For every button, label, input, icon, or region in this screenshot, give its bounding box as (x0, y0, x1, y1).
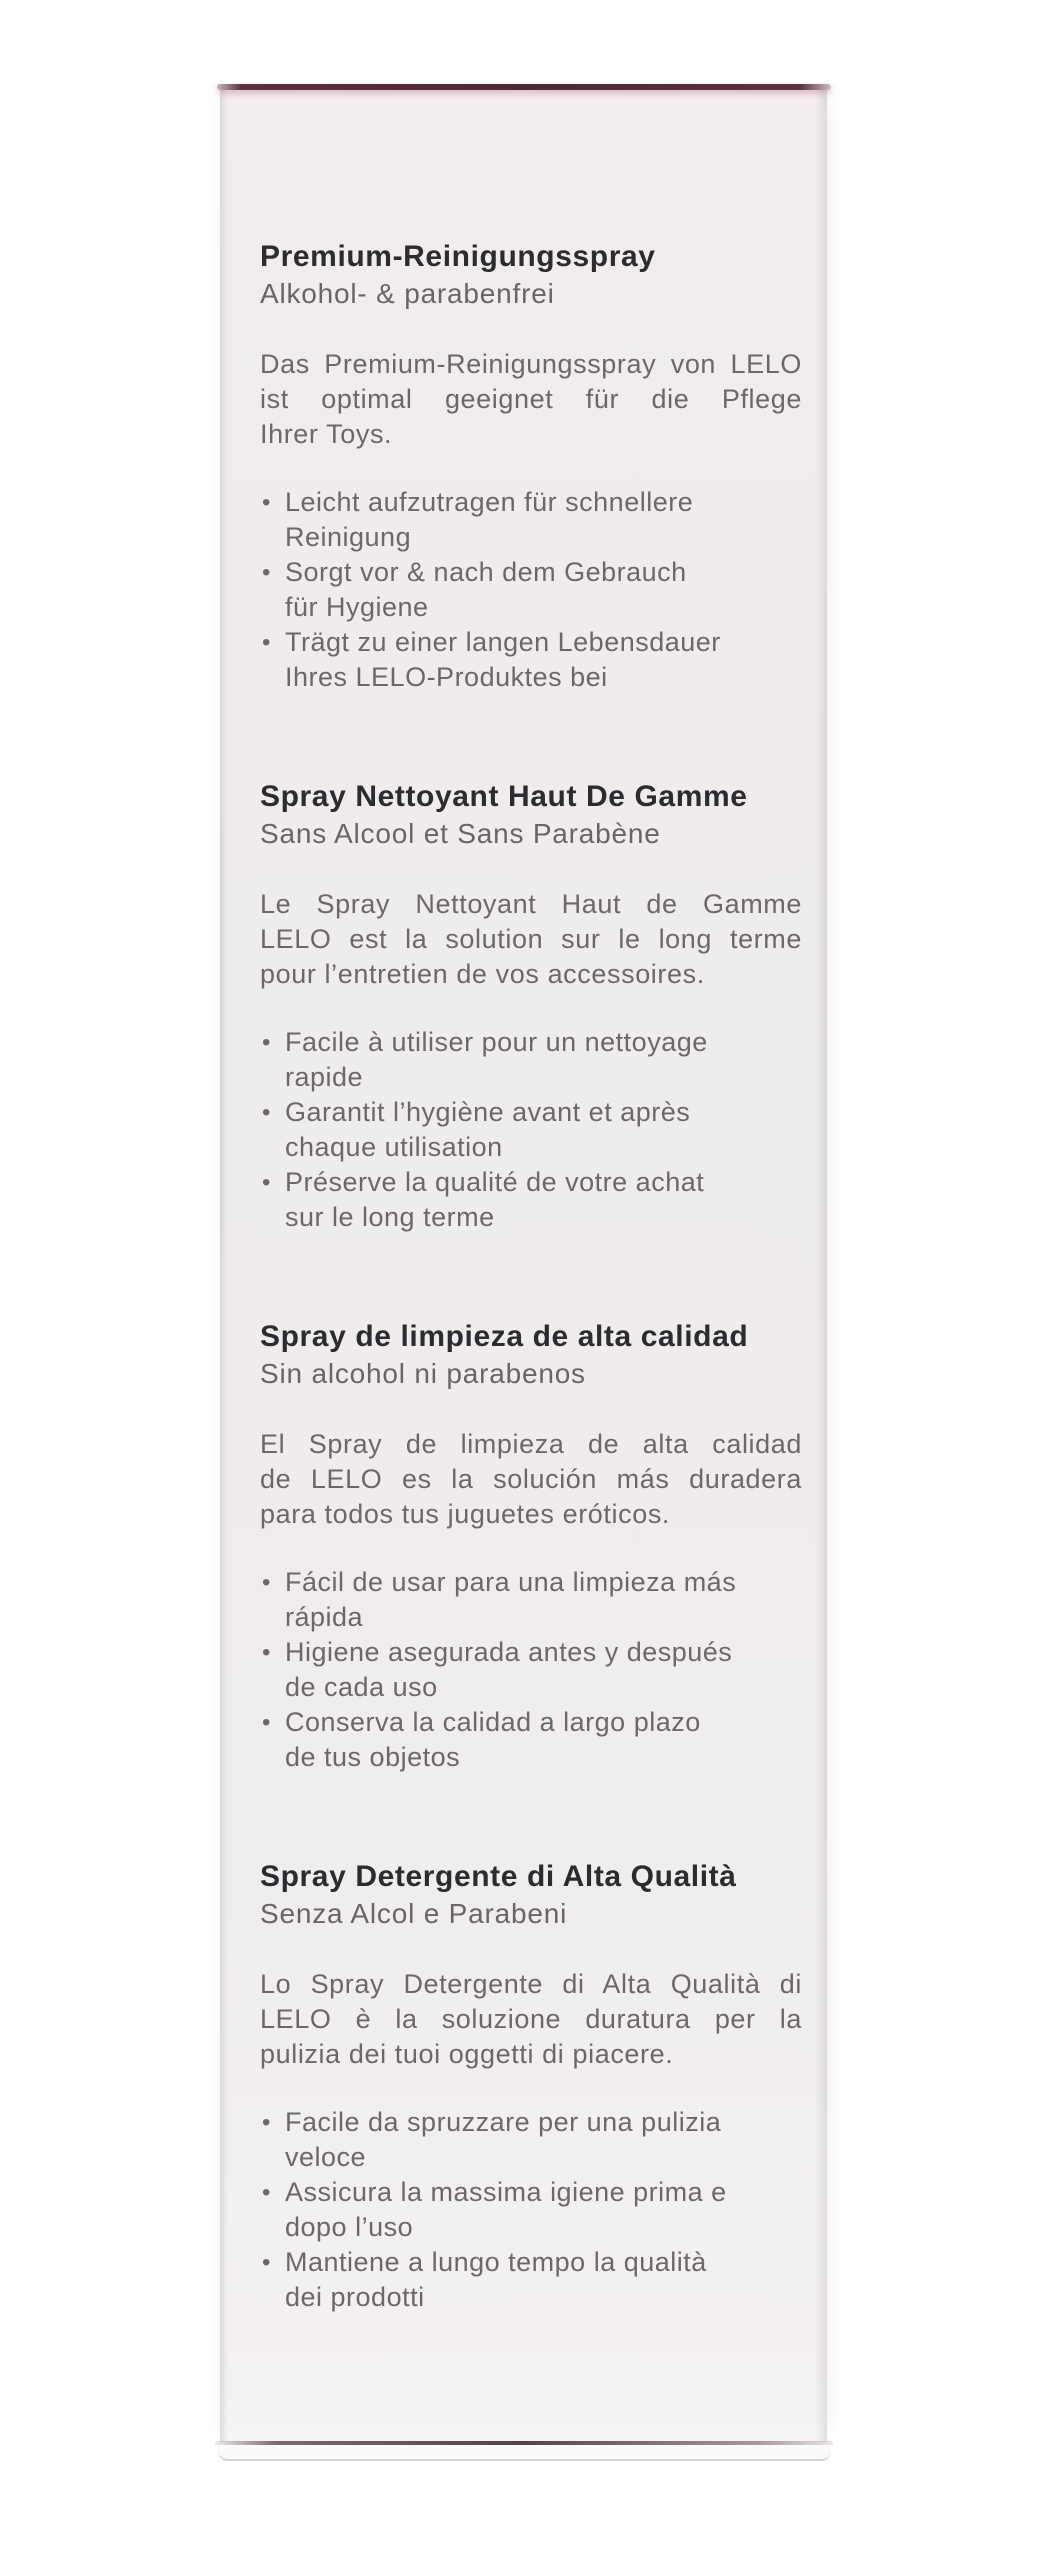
bullet-dot: • (262, 1709, 271, 1736)
bullet-list (260, 1565, 802, 1775)
bullet-line: Facile à utiliser pour un nettoyage (285, 1027, 708, 1057)
bullet-line: dopo l’uso (285, 2212, 414, 2242)
section-subtitle: Sin alcohol ni parabenos (260, 1358, 586, 1389)
paragraph-line: Ihrer Toys. (260, 419, 393, 449)
bullet-line: veloce (285, 2142, 367, 2172)
bullet-item (260, 1165, 802, 1235)
bullet-item (260, 625, 802, 695)
bullet-dot: • (262, 1639, 271, 1666)
section-subtitle: Alkohol- & parabenfrei (260, 278, 555, 309)
section-title: Premium-Reinigungsspray (260, 240, 656, 273)
bullet-item (260, 1635, 802, 1705)
section-subtitle: Sans Alcool et Sans Parabène (260, 818, 661, 849)
box-bottom-flap (218, 2445, 831, 2461)
bullet-line: Trägt zu einer langen Lebensdauer (285, 627, 721, 657)
paragraph (260, 1427, 802, 1532)
bullet-dot: • (262, 1569, 271, 1596)
bullet-line: Ihres LELO-Produktes bei (285, 662, 608, 692)
bullet-dot: • (262, 629, 271, 656)
bullet-text (285, 1025, 802, 1095)
bullet-line: Sorgt vor & nach dem Gebrauch (285, 557, 687, 587)
bullet-dot: • (262, 2249, 271, 2276)
paragraph-line: Das Premium-Reinigungsspray von LELO (260, 349, 802, 379)
bullet-line: de cada uso (285, 1672, 438, 1702)
bullet-text (285, 1165, 802, 1235)
bullet-line: rapide (285, 1062, 364, 1092)
bullet-text (285, 1635, 802, 1705)
bullet-text (285, 625, 802, 695)
bullet-line: Leicht aufzutragen für schnellere (285, 487, 694, 517)
paragraph-line: de LELO es la solución más duradera (260, 1464, 802, 1494)
bullet-line: für Hygiene (285, 592, 429, 622)
bullet-text (285, 485, 802, 555)
bullet-dot: • (262, 2109, 271, 2136)
bullet-line: rápida (285, 1602, 364, 1632)
product-box-panel (220, 90, 827, 2442)
paragraph-line: pour l’entretien de vos accessoires. (260, 959, 705, 989)
language-section-french (260, 779, 802, 1235)
paragraph-line: El Spray de limpieza de alta calidad (260, 1429, 802, 1459)
bullet-text (285, 1705, 802, 1775)
bullet-dot: • (262, 489, 271, 516)
section-title: Spray de limpieza de alta calidad (260, 1320, 749, 1353)
section-subtitle: Senza Alcol e Parabeni (260, 1898, 568, 1929)
paragraph-line: Lo Spray Detergente di Alta Qualità di (260, 1969, 802, 1999)
section-title: Spray Detergente di Alta Qualità (260, 1860, 737, 1893)
box-bottom-edge (215, 2441, 833, 2445)
bullet-item (260, 1565, 802, 1635)
section-title: Spray Nettoyant Haut De Gamme (260, 780, 748, 813)
bullet-line: Fácil de usar para una limpieza más (285, 1567, 737, 1597)
bullet-item (260, 1705, 802, 1775)
bullet-item (260, 2175, 802, 2245)
bullet-line: dei prodotti (285, 2282, 425, 2312)
paragraph-line: LELO è la soluzione duratura per la (260, 2004, 802, 2034)
bullet-text (285, 2105, 802, 2175)
bullet-line: chaque utilisation (285, 1132, 503, 1162)
paragraph (260, 1967, 802, 2072)
bullet-line: Facile da spruzzare per una pulizia (285, 2107, 722, 2137)
paragraph (260, 347, 802, 452)
bullet-dot: • (262, 1029, 271, 1056)
bullet-line: sur le long terme (285, 1202, 495, 1232)
bullet-list (260, 485, 802, 695)
bullet-dot: • (262, 2179, 271, 2206)
bullet-dot: • (262, 1099, 271, 1126)
paragraph-line: pulizia dei tuoi oggetti di piacere. (260, 2039, 674, 2069)
bullet-dot: • (262, 1169, 271, 1196)
box-top-edge (217, 84, 831, 90)
bullet-line: Reinigung (285, 522, 412, 552)
bullet-text (285, 1095, 802, 1165)
language-section-german (260, 239, 802, 695)
bullet-item (260, 2245, 802, 2315)
language-section-italian (260, 1859, 802, 2315)
bullet-text (285, 2175, 802, 2245)
bullet-list (260, 1025, 802, 1235)
bullet-text (285, 555, 802, 625)
bullet-item (260, 2105, 802, 2175)
bullet-line: Higiene asegurada antes y después (285, 1637, 733, 1667)
panel-content (260, 239, 802, 2315)
bullet-item (260, 555, 802, 625)
language-section-spanish (260, 1319, 802, 1775)
bullet-item (260, 485, 802, 555)
paragraph-line: para todos tus juguetes eróticos. (260, 1499, 671, 1529)
paragraph-line: ist optimal geeignet für die Pflege (260, 384, 802, 414)
bullet-line: de tus objetos (285, 1742, 461, 1772)
bullet-line: Préserve la qualité de votre achat (285, 1167, 705, 1197)
bullet-dot: • (262, 559, 271, 586)
bullet-line: Mantiene a lungo tempo la qualità (285, 2247, 707, 2277)
bullet-list (260, 2105, 802, 2315)
bullet-line: Assicura la massima igiene prima e (285, 2177, 727, 2207)
paragraph-line: LELO est la solution sur le long terme (260, 924, 802, 954)
bullet-line: Conserva la calidad a largo plazo (285, 1707, 701, 1737)
bullet-text (285, 2245, 802, 2315)
bullet-item (260, 1025, 802, 1095)
paragraph-line: Le Spray Nettoyant Haut de Gamme (260, 889, 802, 919)
bullet-line: Garantit l’hygiène avant et après (285, 1097, 691, 1127)
bullet-item (260, 1095, 802, 1165)
paragraph (260, 887, 802, 992)
bullet-text (285, 1565, 802, 1635)
